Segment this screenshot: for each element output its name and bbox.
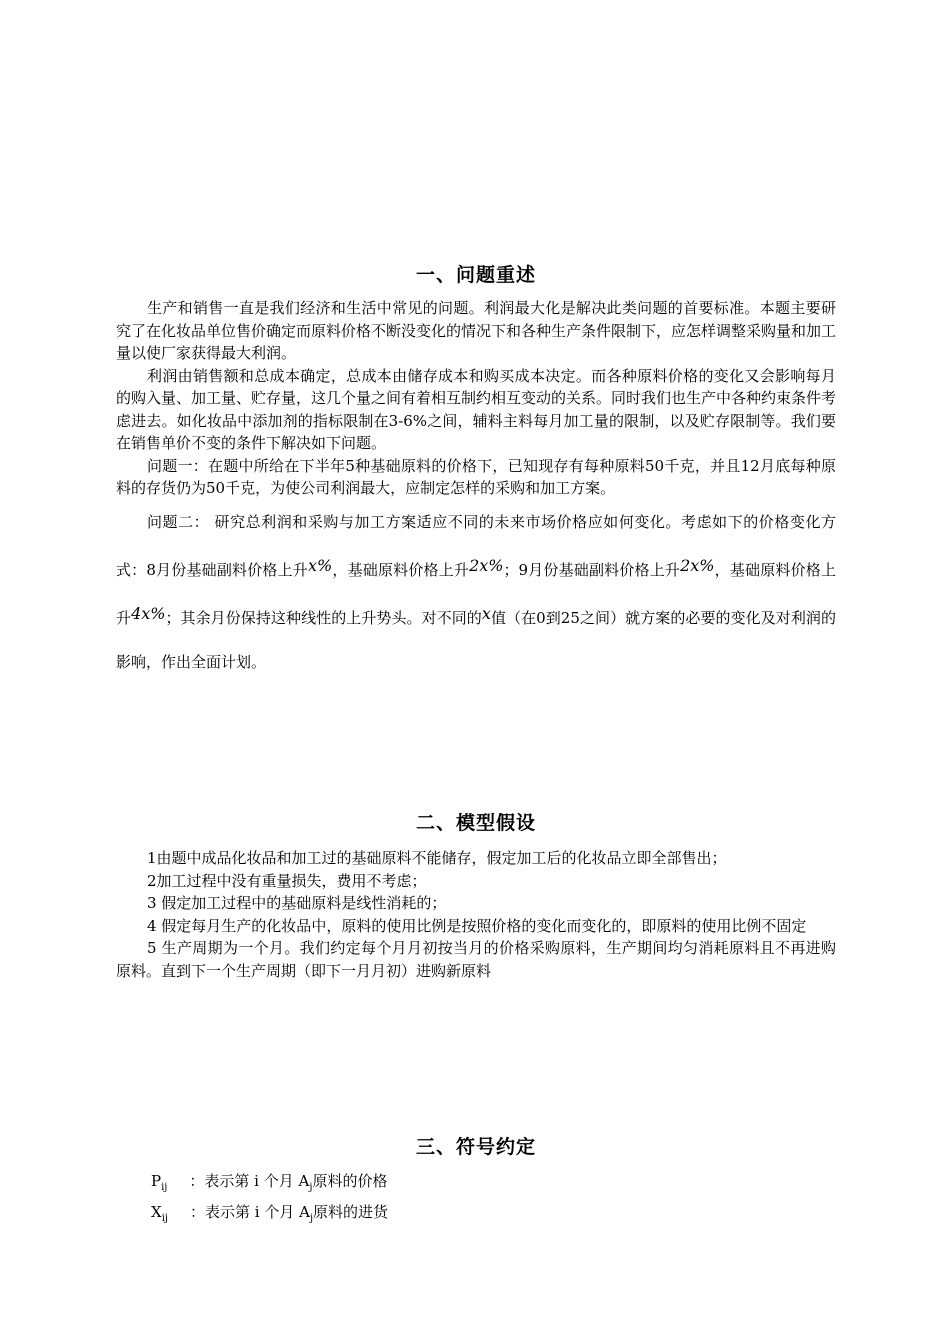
symbol-description: ：表示第 i 个月 A [190, 1203, 310, 1221]
math-expression: x% [307, 555, 333, 575]
text-run: ；9月份基础副料价格上升 [503, 560, 681, 579]
math-expression: x [481, 603, 491, 623]
symbol: X [151, 1203, 162, 1221]
assumption-item: 5 生产周期为一个月。我们约定每个月月初按当月的价格采购原料，生产期间均匀消耗原料且不再进购原料。直到下一个生产周期（即下一月月初）进购新原料 [116, 939, 836, 980]
assumption-item: 3 假定加工过程中的基础原料是线性消耗的； [147, 894, 447, 912]
section-symbol-conventions [116, 1132, 836, 1231]
assumption-item: 4 假定每月生产的化妆品中，原料的使用比例是按照价格的变化而变化的，即原料的使用比例不固定 [147, 916, 807, 935]
assumption-item: 1由题中成品化妆品和加工过的基础原料不能储存，假定加工后的化妆品立即全部售出； [147, 849, 727, 867]
text-run: 值（在0到25之间）就方案的必要的变化及对利润的影响，作出全面计划。 [116, 608, 836, 671]
paragraph: 利润由销售额和总成本确定，总成本由储存成本和购买成本决定。而各种原料价格的变化又会影响每月的购入量、加工量、贮存量，这几个量之间有着相互制约相互变动的关系。同时我们也生产中各种约束条件考虑进去。如化妆品中添加剂的指标限制在3-6%之间，辅料主料每月加工量的限制，以及贮存限制等。我们要在销售单价不变的条件下解决如下问题。 [116, 366, 837, 452]
paragraph-problem-two [116, 500, 836, 684]
text-run: ，基础原料价格上升 [116, 560, 836, 627]
section-model-assumptions [116, 808, 836, 982]
document-content [116, 260, 837, 1224]
assumption-item: 2加工过程中没有重量损失，费用不考虑； [147, 871, 427, 890]
text-run: 问题二： 研究总利润和采购与加工方案适应不同的未来市场价格应如何变化。考虑如下的价格变化方式：8月份基础副料价格上升 [116, 512, 836, 579]
section-title: 三、符号约定 [415, 1136, 536, 1158]
symbol-subscript: ij [161, 1182, 168, 1193]
symbol-description: ：表示第 i 个月 A [189, 1172, 310, 1190]
math-expression: 4x% [131, 603, 166, 623]
paragraph: 问题一：在题中所给在下半年5种基础原料的价格下，已知现存有每种原料50千克，并且12月底每种原料的存货仍为50千克，为使公司利润最大，应制定怎样的采购和加工方案。 [116, 456, 836, 497]
symbol-description: 原料的进货 [313, 1203, 389, 1221]
symbol-subscript: ij [161, 1213, 168, 1224]
symbol: P [151, 1172, 162, 1190]
section-problem-restatement [116, 260, 836, 684]
paragraph: 生产和销售一直是我们经济和生活中常见的问题。利润最大化是解决此类问题的首要标准。本题主要研究了在化妆品单位售价确定而原料价格不断没变化的情况下和各种生产条件限制下，应怎样调整采购量和加工量以使厂家获得最大利润。 [116, 299, 837, 362]
math-expression: 2x% [680, 555, 715, 575]
symbol-subscript: j [309, 1213, 314, 1224]
symbol-definition [116, 1169, 836, 1200]
text-run: ；其余月份保持这种线性的上升势头。对不同的 [165, 608, 482, 627]
text-run: ，基础原料价格上升 [332, 560, 470, 579]
math-expression: 2x% [469, 555, 504, 575]
section-title: 一、问题重述 [415, 264, 536, 286]
symbol-subscript: j [309, 1182, 313, 1193]
symbol-definition [116, 1200, 836, 1231]
symbol-description: 原料的价格 [312, 1172, 388, 1190]
section-title: 二、模型假设 [415, 812, 536, 834]
